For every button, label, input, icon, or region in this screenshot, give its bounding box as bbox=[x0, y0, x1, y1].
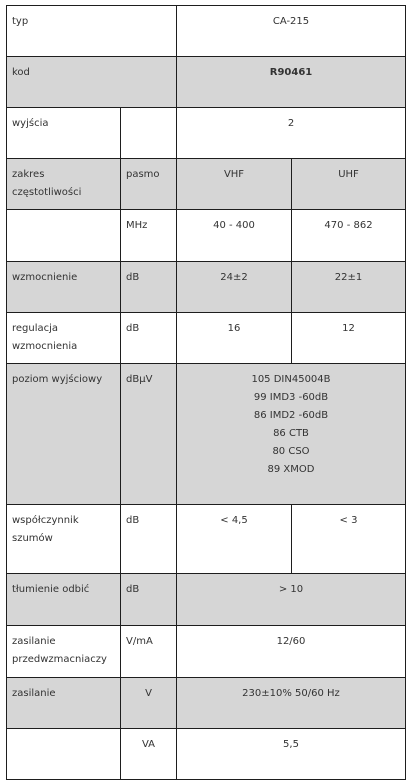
header-uhf: UHF bbox=[292, 159, 406, 210]
value-typ: CA-215 bbox=[177, 6, 406, 57]
label-va bbox=[7, 729, 121, 780]
unit-poziom: dBμV bbox=[121, 364, 177, 505]
label-wzmocnienie: wzmocnienie bbox=[7, 262, 121, 313]
value-szumy-vhf: < 4,5 bbox=[177, 505, 292, 574]
unit-va: VA bbox=[121, 729, 177, 780]
label-regulacja bbox=[7, 313, 121, 364]
poziom-value-line: 80 CSO bbox=[272, 446, 310, 457]
label-zasilanie-przedw-line2: przedwzmacniaczy bbox=[12, 654, 107, 665]
row-va bbox=[7, 729, 406, 780]
row-poziom bbox=[7, 364, 406, 505]
label-kod: kod bbox=[7, 57, 177, 108]
value-kod: R90461 bbox=[177, 57, 406, 108]
value-regulacja-vhf: 16 bbox=[177, 313, 292, 364]
unit-regulacja: dB bbox=[121, 313, 177, 364]
row-mhz bbox=[7, 210, 406, 262]
specification-table bbox=[6, 5, 406, 780]
label-zasilanie: zasilanie bbox=[7, 678, 121, 729]
value-poziom bbox=[177, 364, 406, 505]
row-zakres bbox=[7, 159, 406, 210]
label-szumy-line2: szumów bbox=[12, 533, 53, 544]
unit-wzmocnienie: dB bbox=[121, 262, 177, 313]
unit-zasilanie: V bbox=[121, 678, 177, 729]
row-tlumienie bbox=[7, 574, 406, 626]
row-szumy bbox=[7, 505, 406, 574]
poziom-value-line: 86 CTB bbox=[273, 428, 309, 439]
value-wzmocnienie-vhf: 24±2 bbox=[177, 262, 292, 313]
poziom-value-line: 89 XMOD bbox=[267, 464, 315, 475]
header-vhf: VHF bbox=[177, 159, 292, 210]
value-va: 5,5 bbox=[177, 729, 406, 780]
poziom-value-line: 86 IMD2 -60dB bbox=[253, 410, 329, 421]
unit-pasmo: pasmo bbox=[121, 159, 177, 210]
poziom-value-line: 105 DIN45004B bbox=[251, 374, 331, 385]
label-zakres: zakres częstotliwości bbox=[7, 159, 121, 210]
unit-tlumienie: dB bbox=[121, 574, 177, 626]
row-kod bbox=[7, 57, 406, 108]
poziom-value-line: 99 IMD3 -60dB bbox=[253, 392, 329, 403]
label-mhz bbox=[7, 210, 121, 262]
row-zasilanie-przedwzmacniaczy bbox=[7, 626, 406, 678]
unit-wyjscia bbox=[121, 108, 177, 159]
label-szumy-line1: współczynnik bbox=[12, 515, 79, 526]
label-tlumienie: tłumienie odbić bbox=[7, 574, 121, 626]
row-typ bbox=[7, 6, 406, 57]
row-zasilanie bbox=[7, 678, 406, 729]
row-wzmocnienie bbox=[7, 262, 406, 313]
unit-zasilanie-przedwzmacniaczy: V/mA bbox=[121, 626, 177, 678]
value-zasilanie-przedwzmacniaczy: 12/60 bbox=[177, 626, 406, 678]
label-wyjscia: wyjścia bbox=[7, 108, 121, 159]
row-regulacja bbox=[7, 313, 406, 364]
value-mhz-vhf: 40 - 400 bbox=[177, 210, 292, 262]
label-zasilanie-przedwzmacniaczy bbox=[7, 626, 121, 678]
value-regulacja-uhf: 12 bbox=[292, 313, 406, 364]
value-tlumienie: > 10 bbox=[177, 574, 406, 626]
value-wzmocnienie-uhf: 22±1 bbox=[292, 262, 406, 313]
value-zasilanie: 230±10% 50/60 Hz bbox=[177, 678, 406, 729]
label-zasilanie-przedw-line1: zasilanie bbox=[12, 636, 56, 647]
label-regulacja-line2: wzmocnienia bbox=[12, 341, 78, 352]
label-typ: typ bbox=[7, 6, 177, 57]
value-szumy-uhf: < 3 bbox=[292, 505, 406, 574]
label-poziom: poziom wyjściowy bbox=[7, 364, 121, 505]
value-mhz-uhf: 470 - 862 bbox=[292, 210, 406, 262]
value-wyjscia: 2 bbox=[177, 108, 406, 159]
row-wyjscia bbox=[7, 108, 406, 159]
unit-szumy: dB bbox=[121, 505, 177, 574]
label-regulacja-line1: regulacja bbox=[12, 323, 59, 334]
label-szumy bbox=[7, 505, 121, 574]
unit-mhz: MHz bbox=[121, 210, 177, 262]
